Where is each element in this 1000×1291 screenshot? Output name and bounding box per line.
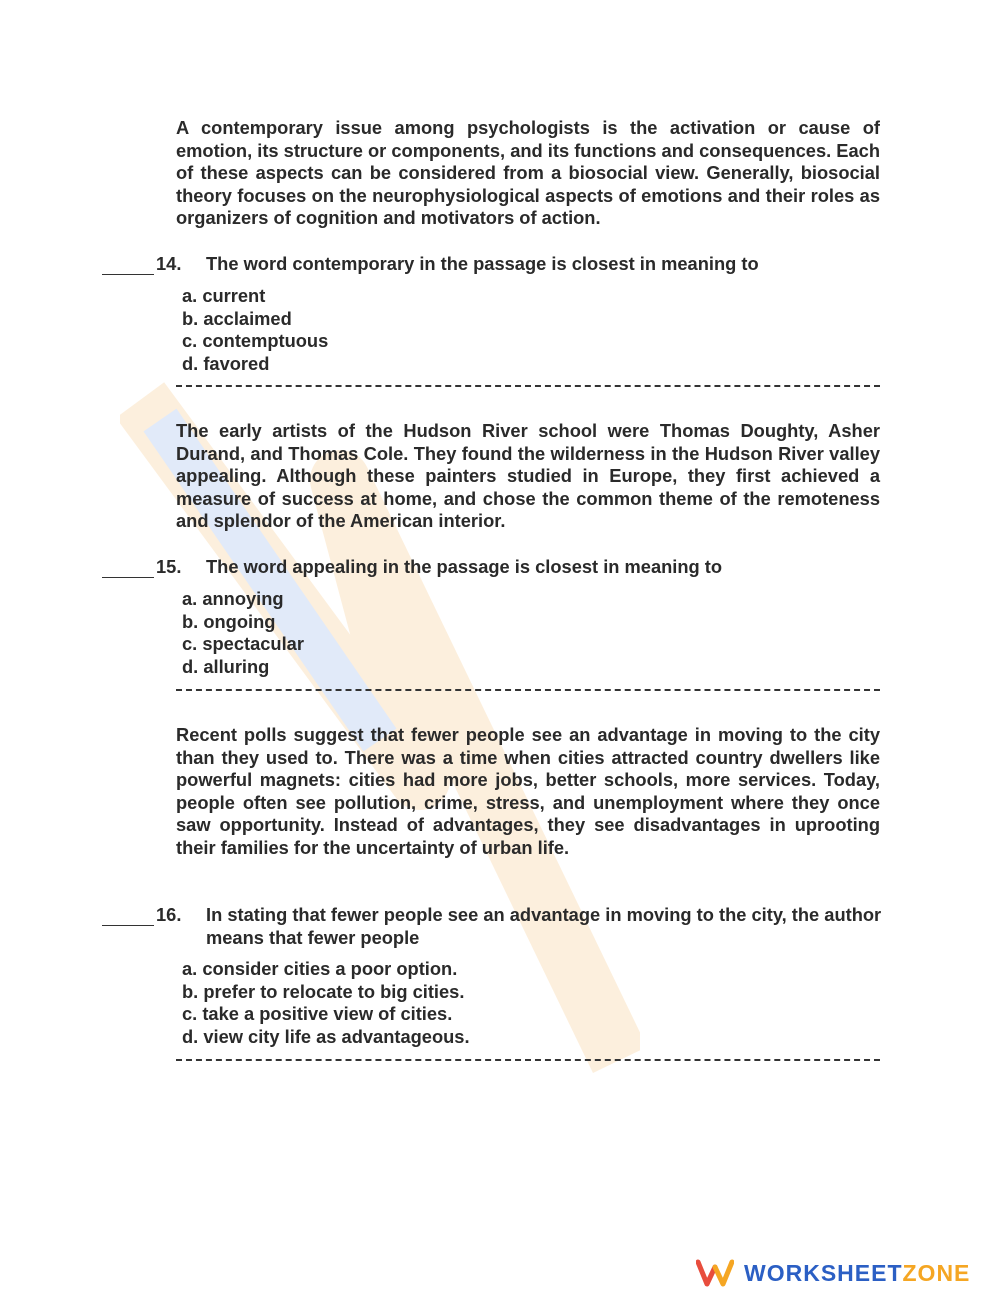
passage-1: A contemporary issue among psychologists is the activation or cause of emotion, its structure or components, and its functions and consequences. Each of these aspects can be considered from a biosocial view. Generally, biosocial theory focuses on the neurophysiological aspects of emotions and their roles as organizers of cognition and motivators of action.	[176, 117, 880, 229]
option-b: b. ongoing	[182, 610, 276, 632]
answer-blank[interactable]	[102, 253, 154, 275]
option-c: c. take a positive view of cities.	[182, 1003, 453, 1025]
logo-wordmark	[744, 1260, 970, 1287]
options-15	[182, 588, 842, 678]
question-16	[102, 904, 882, 952]
option-a: a. annoying	[182, 588, 284, 609]
passage-3: Recent polls suggest that fewer people see an advantage in moving to the city than they used to. There was a time when cities attracted country dwellers like powerful magnets: cities had more jobs, better schools, more services. Today, people often see pollution, crime, stress, and unemployment where they once saw opportunity. Instead of advantages, they see disadvantages in uprooting their families for the uncertainty of urban life.	[176, 724, 880, 858]
option-c: c. spectacular	[182, 633, 304, 655]
option-d: d. alluring	[182, 655, 270, 677]
option-d: d. favored	[182, 352, 270, 374]
dashed-divider	[176, 385, 880, 387]
options-16	[182, 958, 842, 1048]
question-number: 15.	[156, 556, 182, 577]
passage-2: The early artists of the Hudson River school were Thomas Doughty, Asher Durand, and Thomas Cole. They found the wilderness in the Hudson River valley appealing. Although these painters studied in Europe, they first achieved a measure of success at home, and chose the common theme of the remoteness and splendor of the American interior.	[176, 420, 880, 532]
question-text: The word contemporary in the passage is closest in meaning to	[206, 253, 759, 274]
question-15	[102, 556, 882, 580]
answer-blank[interactable]	[102, 904, 154, 926]
logo-text-zone: ZONE	[902, 1259, 971, 1286]
options-14	[182, 285, 842, 375]
option-c: c. contemptuous	[182, 330, 329, 352]
dashed-divider	[176, 1059, 880, 1061]
dashed-divider	[176, 689, 880, 691]
question-14	[102, 253, 882, 277]
option-d: d. view city life as advantageous.	[182, 1025, 470, 1047]
option-b: b. prefer to relocate to big cities.	[182, 980, 465, 1002]
worksheetzone-logo	[696, 1258, 970, 1288]
answer-blank[interactable]	[102, 556, 154, 578]
logo-text-worksheet: WORKSHEET	[744, 1259, 903, 1286]
option-a: a. consider cities a poor option.	[182, 958, 458, 979]
option-a: a. current	[182, 285, 266, 306]
question-text: In stating that fewer people see an advantage in moving to the city, the author means that fewer people	[206, 904, 882, 948]
option-b: b. acclaimed	[182, 307, 292, 329]
question-text: The word appealing in the passage is closest in meaning to	[206, 556, 723, 577]
question-number: 14.	[156, 253, 182, 274]
question-number: 16.	[156, 904, 182, 925]
logo-w-icon	[696, 1259, 734, 1287]
